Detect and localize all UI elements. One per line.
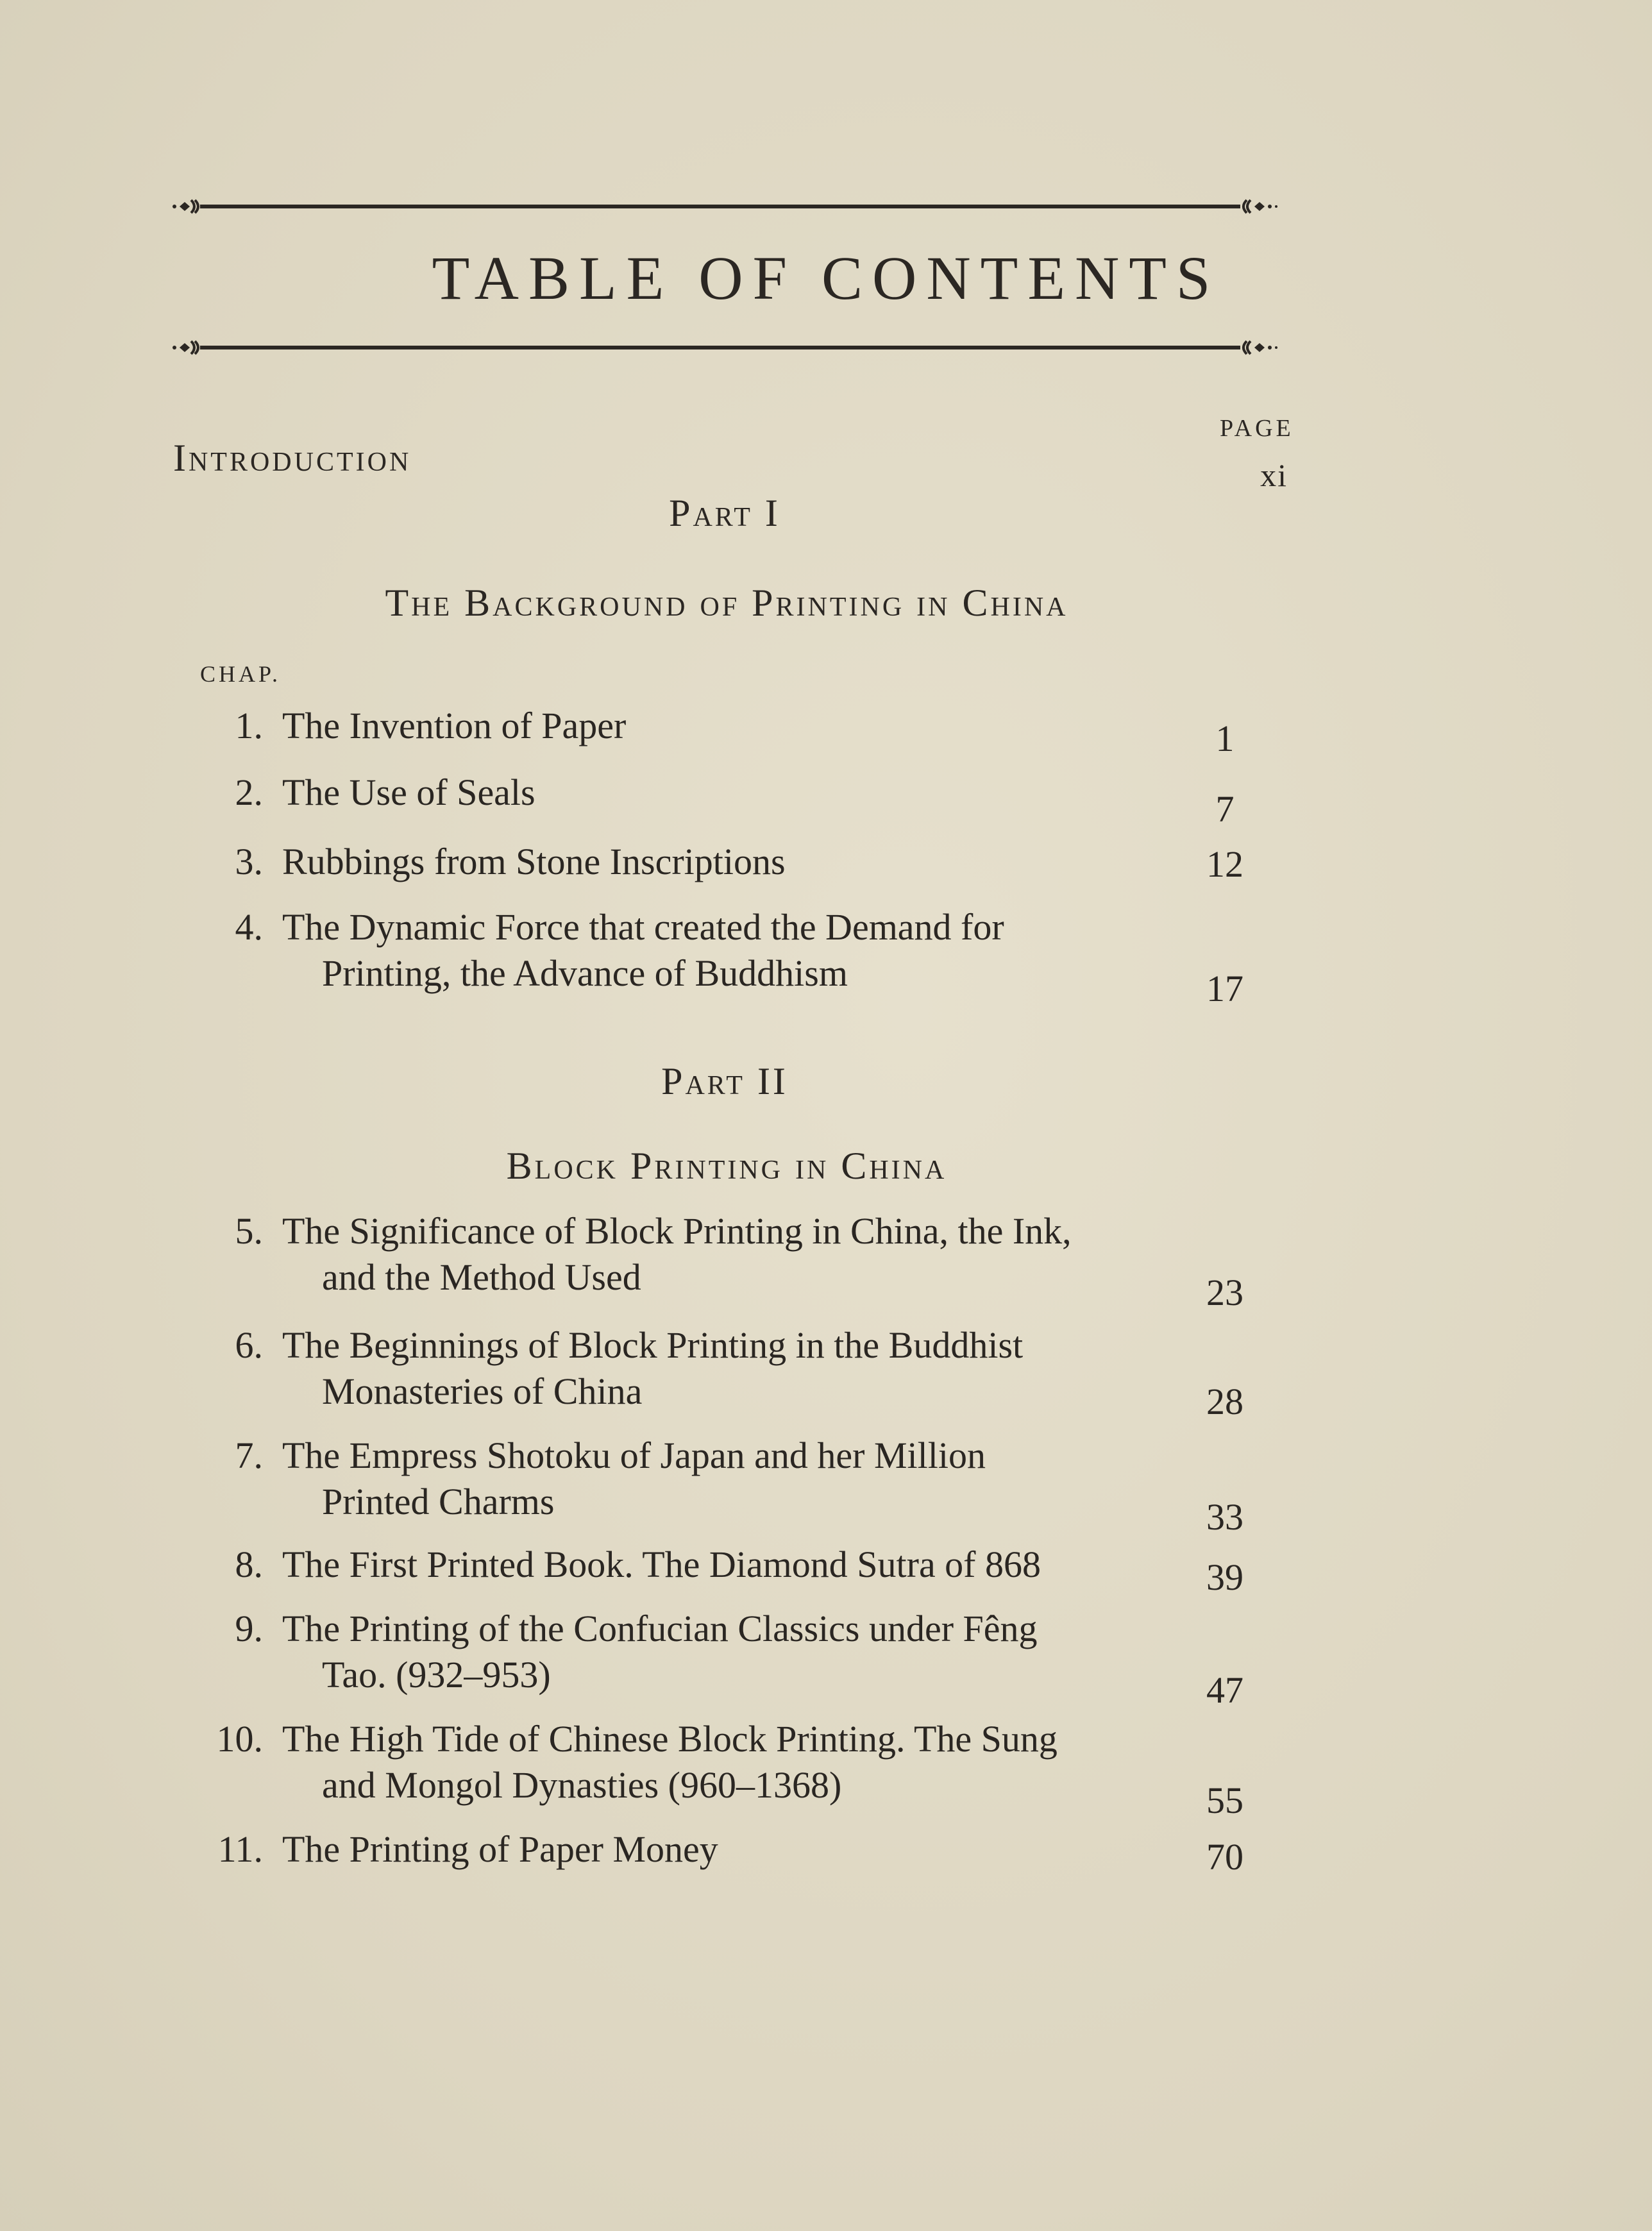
chapter-page-number: 12 — [1206, 843, 1243, 885]
chapter-number: 7. — [235, 1435, 263, 1476]
chapter-page-number: 33 — [1206, 1496, 1243, 1538]
ornamental-rule-icon — [172, 335, 1288, 360]
chapter-title: The Empress Shotoku of Japan and her Million Printed Charms — [282, 1435, 986, 1522]
chapter-title: The Beginnings of Block Printing in the Buddhist Monasteries of China — [282, 1324, 1024, 1412]
ornamental-rule-icon — [172, 194, 1288, 219]
part-2-subheading: Block Printing in China — [506, 1145, 947, 1187]
chapter-page-number: 1 — [1215, 718, 1235, 759]
chapter-title: The Printing of the Confucian Classics under Fêng Tao. (932–953) — [282, 1608, 1038, 1696]
chapter-page-number: 28 — [1206, 1381, 1243, 1422]
chapter-title: Rubbings from Stone Inscriptions — [282, 841, 786, 882]
bottom-ornamental-rule — [172, 335, 1288, 360]
chapter-number: 1. — [235, 705, 263, 746]
chapter-title: The Dynamic Force that created the Demand for Printing, the Advance of Buddhism — [282, 906, 1004, 994]
chapter-number: 4. — [235, 906, 263, 948]
chapter-page-number: 55 — [1206, 1780, 1243, 1821]
introduction-page-number: xi — [1260, 457, 1288, 493]
chapter-title: The High Tide of Chinese Block Printing. The Sung and Mongol Dynasties (960–1368) — [282, 1718, 1058, 1806]
page-title: TABLE OF CONTENTS — [432, 244, 1220, 312]
chapter-title: The Significance of Block Printing in China, the Ink, and the Method Used — [282, 1210, 1072, 1298]
chapter-number: 5. — [235, 1210, 263, 1252]
chapter-page-number: 70 — [1206, 1836, 1243, 1878]
chapter-page-number: 17 — [1206, 968, 1243, 1009]
chapter-number: 11. — [217, 1828, 263, 1870]
chapter-title: The Invention of Paper — [282, 705, 627, 746]
chapter-number: 2. — [235, 771, 263, 813]
chapter-number: 6. — [235, 1324, 263, 1366]
chapter-page-number: 23 — [1206, 1272, 1243, 1313]
top-ornamental-rule — [172, 194, 1288, 219]
page-column-label: PAGE — [1220, 415, 1294, 442]
chapter-number: 9. — [235, 1608, 263, 1649]
part-1-subheading: The Background of Printing in China — [385, 582, 1068, 624]
chapter-number: 10. — [216, 1718, 263, 1760]
chapter-title: The First Printed Book. The Diamond Sutra of 868 — [282, 1544, 1041, 1585]
chapter-column-label: CHAP. — [200, 661, 282, 687]
chapter-number: 3. — [235, 841, 263, 882]
chapter-title: The Use of Seals — [282, 771, 535, 813]
chapter-title: The Printing of Paper Money — [282, 1828, 718, 1870]
chapter-page-number: 7 — [1215, 788, 1235, 830]
part-2-heading: Part II — [661, 1060, 788, 1102]
chapter-number: 8. — [235, 1544, 263, 1585]
part-1-heading: Part I — [669, 492, 780, 534]
chapter-page-number: 39 — [1206, 1556, 1243, 1598]
introduction-entry: Introduction — [173, 437, 412, 479]
chapter-page-number: 47 — [1206, 1669, 1243, 1711]
